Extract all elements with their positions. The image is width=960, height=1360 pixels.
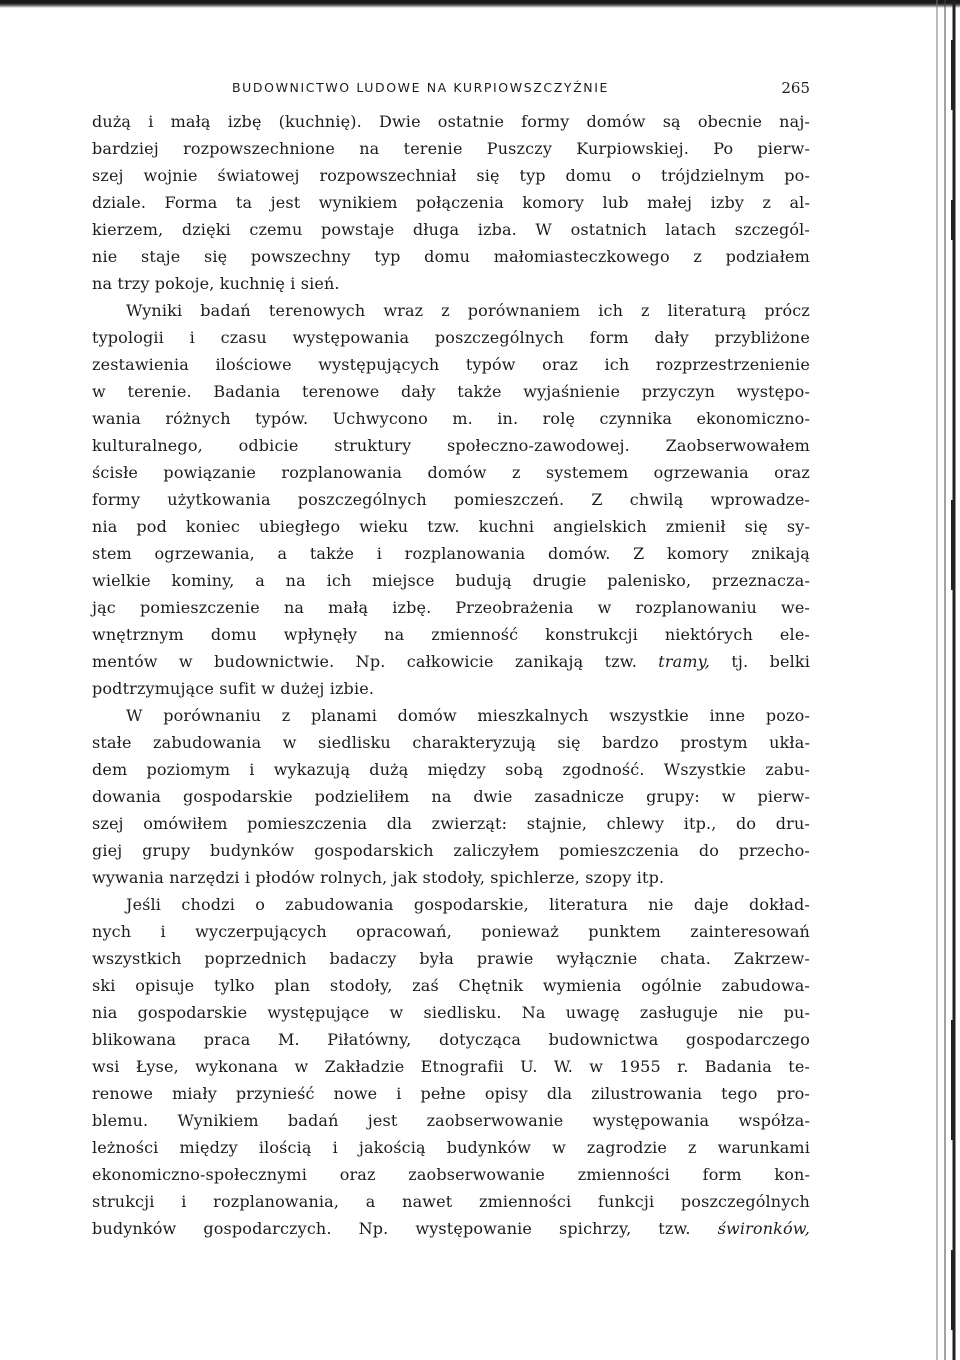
scan-artifact [951, 1020, 954, 1140]
text-line: blemu. Wynikiem badań jest zaobserwowanie występowania współza- [92, 1111, 810, 1130]
text-line: ski opisuje tylko plan stodoły, zaś Chętnik wymienia ogólnie zabudowa- [92, 976, 810, 995]
text-line: dem poziomym i wykazują dużą między sobą zgodność. Wszystkie zabu- [92, 760, 810, 779]
text-line: szej omówiłem pomieszczenia dla zwierząt: stajnie, chlewy itp., do dru- [92, 814, 810, 833]
paragraph-first-line: Wyniki badań terenowych wraz z porównaniem ich z literaturą prócz [126, 301, 810, 320]
text-line: kulturalnego, odbicie struktury społeczno-zawodowej. Zaobserwowałem [92, 436, 810, 455]
running-head [92, 80, 820, 100]
scan-artifact [951, 1250, 954, 1330]
text-line: dowania gospodarskie podzieliłem na dwie zasadnicze grupy: w pierw- [92, 787, 810, 806]
text-line: renowe miały przynieść nowe i pełne opisy dla zilustrowania tego pro- [92, 1084, 810, 1103]
text-line: dziale. Forma ta jest wynikiem połączenia komory lub małej izby z al- [92, 193, 810, 212]
text-segment: tj. belki [731, 652, 810, 671]
text-line: wielkie kominy, a na ich miejsce budują drugie palenisko, przeznacza- [92, 571, 810, 590]
text-line: wszystkich poprzednich badaczy była prawie wyłącznie chata. Zakrzew- [92, 949, 810, 968]
scan-artifact [951, 200, 954, 240]
text-line: wsi Łyse, wykonana w Zakładzie Etnografii U. W. w 1955 r. Badania te- [92, 1057, 810, 1076]
text-line: kierzem, dzięki czemu powstaje długa izba. W ostatnich latach szczegól- [92, 220, 810, 239]
italic-term: świronków, [717, 1219, 810, 1238]
text-line: nych i wyczerpujących opracowań, ponieważ punktem zainteresowań [92, 922, 810, 941]
text-line: leżności między ilością i jakością budynków w zagrodzie z warunkami [92, 1138, 810, 1157]
text-line: podtrzymujące sufit w dużej izbie. [92, 679, 375, 698]
text-line: nie staje się powszechny typ domu małomiasteczkowego z podziałem [92, 247, 810, 266]
scan-top-edge [0, 0, 960, 8]
text-line: wania różnych typów. Uchwycono m. in. rolę czynnika ekonomiczno- [92, 409, 810, 428]
text-line: na trzy pokoje, kuchnię i sień. [92, 274, 340, 293]
text-segment: mentów w budownictwie. Np. całkowicie zanikają tzw. [92, 652, 637, 671]
text-line: dużą i małą izbę (kuchnię). Dwie ostatnie formy domów są obecnie naj- [92, 112, 810, 131]
text-line: wywania narzędzi i płodów rolnych, jak stodoły, spichlerze, szopy itp. [92, 868, 665, 887]
text-line: stałe zabudowania w siedlisku charakteryzują się bardzo prostym ukła- [92, 733, 810, 752]
text-line: ścisłe powiązanie rozplanowania domów z systemem ogrzewania oraz [92, 463, 810, 482]
scan-artifact [951, 40, 954, 110]
text-line: nia pod koniec ubiegłego wieku tzw. kuchni angielskich zmienił się sy- [92, 517, 810, 536]
text-line: formy użytkowania poszczególnych pomieszczeń. Z chwilą wprowadze- [92, 490, 810, 509]
page-number: 265 [781, 79, 810, 97]
paragraph-first-line: W porównaniu z planami domów mieszkalnych wszystkie inne pozo- [126, 706, 810, 725]
text-line: giej grupy budynków gospodarskich zaliczyłem pomieszczenia do przecho- [92, 841, 810, 860]
text-line: nia gospodarskie występujące w siedlisku. Na uwagę zasługuje nie pu- [92, 1003, 810, 1022]
text-line: strukcji i rozplanowania, a nawet zmienności funkcji poszczególnych [92, 1192, 810, 1211]
text-line: stem ogrzewania, a także i rozplanowania domów. Z komory znikają [92, 544, 810, 563]
text-line: bardziej rozpowszechnione na terenie Puszczy Kurpiowskiej. Po pierw- [92, 139, 810, 158]
text-line: wnętrznym domu wpłynęły na zmienność konstrukcji niektórych ele- [92, 625, 810, 644]
text-line: ekonomiczno-społecznymi oraz zaobserwowanie zmienności form kon- [92, 1165, 810, 1184]
italic-term: tramy, [658, 652, 710, 671]
text-line: w terenie. Badania terenowe dały także wyjaśnienie przyczyn występo- [92, 382, 810, 401]
text-line: typologii i czasu występowania poszczególnych form dały przybliżone [92, 328, 810, 347]
body-text [92, 108, 810, 1242]
text-line-mixed [92, 1215, 810, 1242]
text-segment: budynków gospodarczych. Np. występowanie spichrzy, tzw. [92, 1219, 691, 1238]
text-line: jąc pomieszczenie na małą izbę. Przeobrażenia w rozplanowaniu we- [92, 598, 810, 617]
text-line: szej wojnie światowej rozpowszechniał się typ domu o trójdzielnym po- [92, 166, 810, 185]
paragraph-first-line: Jeśli chodzi o zabudowania gospodarskie, literatura nie daje dokład- [126, 895, 810, 914]
text-line: blikowana praca M. Piłatówny, dotycząca budownictwa gospodarczego [92, 1030, 810, 1049]
scan-artifact [951, 500, 954, 590]
running-title: BUDOWNICTWO LUDOWE NA KURPIOWSZCZYŹNIE [232, 80, 610, 95]
text-line-mixed [92, 648, 810, 675]
scan-right-edge [926, 0, 960, 1360]
text-line: zestawienia ilościowe występujących typów oraz ich rozprzestrzenienie [92, 355, 810, 374]
